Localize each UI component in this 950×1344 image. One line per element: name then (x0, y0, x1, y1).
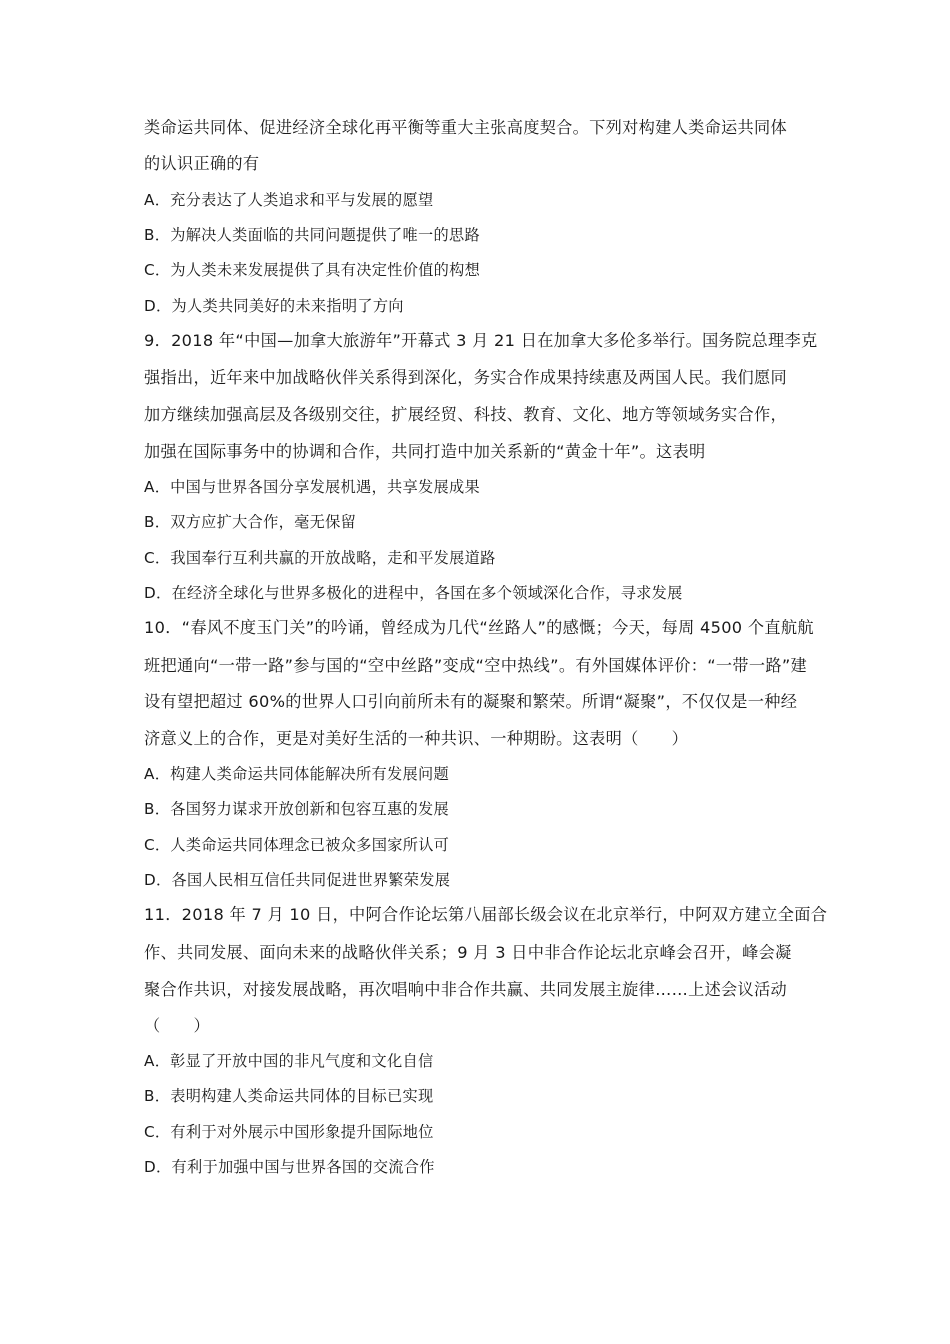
q11-stem-line-3: 聚合作共识，对接发展战略，再次唱响中非合作共赢、共同发展主旋律……上述会议活动 (144, 980, 788, 999)
q11-stem-line-4: （ ） (144, 1016, 210, 1035)
q11-stem-line-2: 作、共同发展、面向未来的战略伙伴关系；9 月 3 日中非合作论坛北京峰会召开，峰会凝 (144, 943, 792, 962)
q9-option-d: D．在经济全球化与世界多极化的进程中，各国在多个领域深化合作，寻求发展 (144, 584, 683, 602)
q9-stem-line-3: 加方继续加强高层及各级别交往，扩展经贸、科技、教育、文化、地方等领域务实合作， (144, 405, 788, 424)
q9-option-c: C．我国奉行互利共赢的开放战略，走和平发展道路 (144, 549, 496, 567)
q10-option-b: B．各国努力谋求开放创新和包容互惠的发展 (144, 800, 449, 818)
q10-option-a: A．构建人类命运共同体能解决所有发展问题 (144, 765, 449, 783)
q8-stem-line-1: 类命运共同体、促进经济全球化再平衡等重大主张高度契合。下列对构建人类命运共同体 (144, 118, 788, 137)
q10-stem-line-2: 班把通向“一带一路”参与国的“空中丝路”变成“空中热线”。有外国媒体评价：“一带一路”建 (144, 656, 808, 675)
q9-option-b: B．双方应扩大合作，毫无保留 (144, 513, 357, 531)
q11-option-a: A．彰显了开放中国的非凡气度和文化自信 (144, 1052, 434, 1070)
q10-option-c: C．人类命运共同体理念已被众多国家所认可 (144, 836, 450, 854)
q11-option-b: B．表明构建人类命运共同体的目标已实现 (144, 1087, 434, 1105)
q10-stem-line-4: 济意义上的合作，更是对美好生活的一种共识、一种期盼。这表明（ ） (144, 729, 689, 748)
q8-option-b: B．为解决人类面临的共同问题提供了唯一的思路 (144, 226, 480, 244)
q10-option-d: D．各国人民相互信任共同促进世界繁荣发展 (144, 871, 451, 889)
q8-option-c: C．为人类未来发展提供了具有决定性价值的构想 (144, 261, 481, 279)
q8-option-a: A．充分表达了人类追求和平与发展的愿望 (144, 191, 434, 209)
q11-option-c: C．有利于对外展示中国形象提升国际地位 (144, 1123, 434, 1141)
q10-stem-line-3: 设有望把超过 60%的世界人口引向前所未有的凝聚和繁荣。所谓“凝聚”，不仅仅是一种经 (144, 692, 798, 711)
q9-stem-line-1: 9．2018 年“中国—加拿大旅游年”开幕式 3 月 21 日在加拿大多伦多举行。国务院总理李克 (144, 331, 818, 350)
q10-stem-line-1: 10．“春风不度玉门关”的吟诵，曾经成为几代“丝路人”的感慨；今天，每周 4500 个直航航 (144, 618, 814, 637)
q11-stem-line-1: 11．2018 年 7 月 10 日，中阿合作论坛第八届部长级会议在北京举行，中阿双方建立全面合 (144, 905, 828, 924)
q9-stem-line-4: 加强在国际事务中的协调和合作，共同打造中加关系新的“黄金十年”。这表明 (144, 442, 706, 461)
q9-stem-line-2: 强指出，近年来中加战略伙伴关系得到深化，务实合作成果持续惠及两国人民。我们愿同 (144, 368, 788, 387)
q11-option-d: D．有利于加强中国与世界各国的交流合作 (144, 1158, 435, 1176)
q9-option-a: A．中国与世界各国分享发展机遇，共享发展成果 (144, 478, 480, 496)
q8-stem-line-2: 的认识正确的有 (144, 154, 260, 173)
q8-option-d: D．为人类共同美好的未来指明了方向 (144, 297, 404, 315)
